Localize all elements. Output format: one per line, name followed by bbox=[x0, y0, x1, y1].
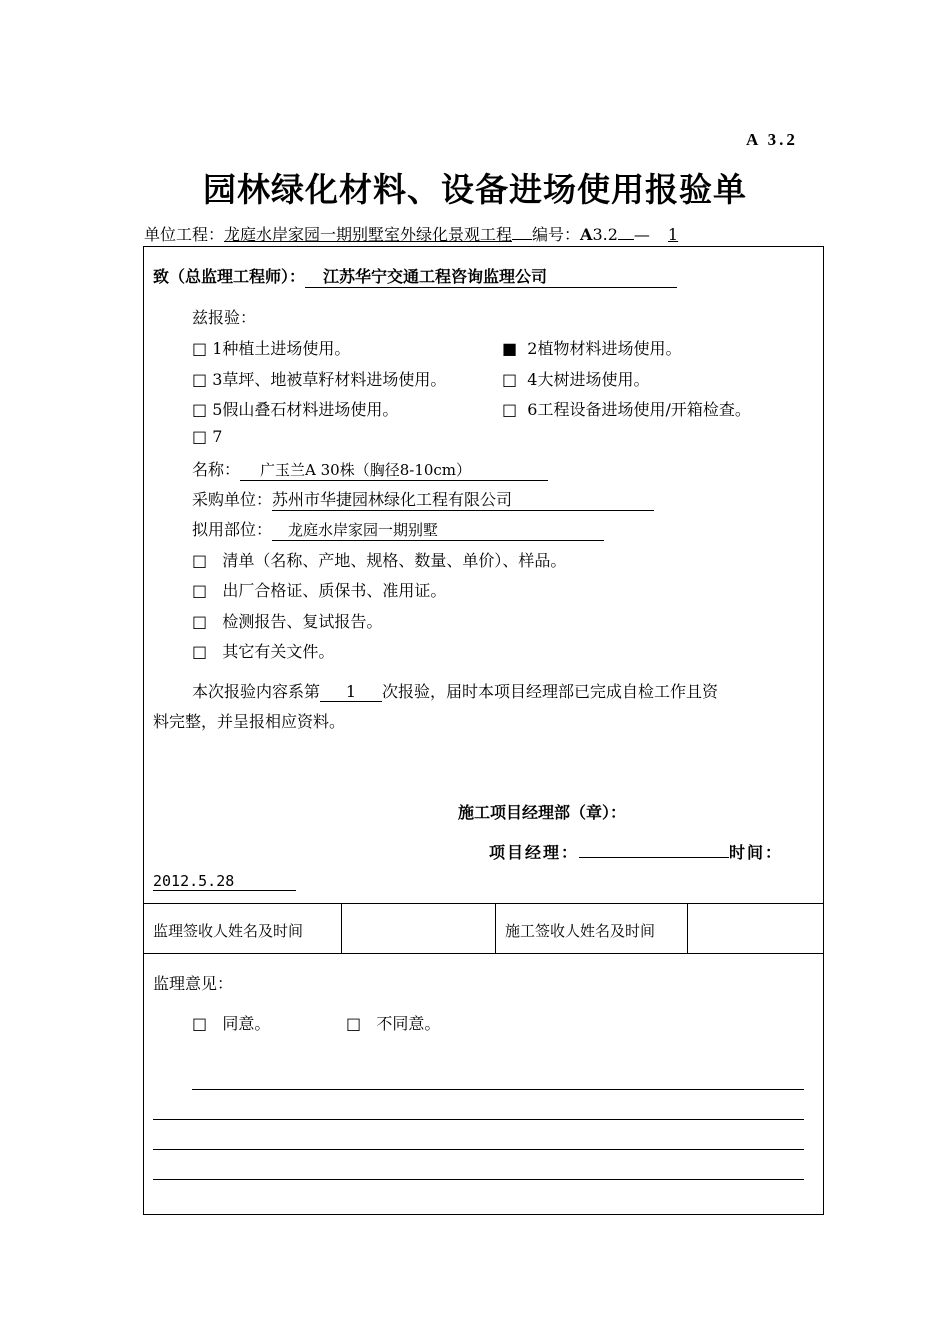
to-value: 江苏华宁交通工程咨询监理公司 bbox=[305, 264, 677, 288]
checkbox-icon: □ bbox=[346, 1014, 362, 1033]
checkbox-icon: □ bbox=[502, 400, 518, 419]
opinion-line bbox=[153, 1149, 804, 1150]
checkbox-icon: □ bbox=[502, 370, 518, 389]
unit-project-value: 龙庭水岸家园一期别墅室外绿化景观工程 bbox=[224, 225, 513, 244]
date-line bbox=[153, 871, 296, 891]
divider bbox=[687, 903, 688, 953]
opinion-line bbox=[153, 1119, 804, 1120]
location-value: 龙庭水岸家园一期别墅 bbox=[272, 519, 604, 541]
buyer-value: 苏州市华捷园林绿化工程有限公司 bbox=[272, 487, 654, 511]
checkbox-icon: □ bbox=[192, 551, 208, 570]
dept-seal-label: 施工项目经理部（章）： bbox=[458, 803, 627, 822]
to-line bbox=[153, 264, 677, 288]
number-suffix: 1 bbox=[667, 225, 679, 244]
option-4: □ 4大树进场使用。 bbox=[502, 370, 650, 389]
unit-label: 单位工程： bbox=[144, 225, 225, 244]
number-dash: — bbox=[633, 225, 650, 244]
agree-option: □ 同意。 bbox=[192, 1014, 271, 1033]
disagree-option: □ 不同意。 bbox=[346, 1014, 441, 1033]
name-field: 名称： 广玉兰A 30株（胸径8-10cm） bbox=[192, 457, 548, 481]
buyer-field: 采购单位：苏州市华捷园林绿化工程有限公司 bbox=[192, 487, 654, 511]
intro-text: 兹报验： bbox=[192, 308, 257, 327]
divider bbox=[341, 903, 342, 953]
form-box bbox=[143, 246, 824, 1215]
to-label: 致（总监理工程师）： bbox=[153, 267, 306, 286]
statement-line-1: 本次报验内容系第 1 次报验，届时本项目经理部已完成自检工作且资 bbox=[192, 682, 719, 701]
manager-blank bbox=[579, 841, 729, 858]
unit-project-line bbox=[144, 222, 680, 245]
divider bbox=[144, 903, 823, 904]
manager-line: 项目经理： 时间： bbox=[489, 843, 784, 862]
name-value: 广玉兰A 30株（胸径8-10cm） bbox=[240, 459, 548, 481]
checkbox-icon: □ bbox=[192, 427, 208, 446]
attachment-2: □ 出厂合格证、质保书、准用证。 bbox=[192, 581, 447, 600]
attachment-3: □ 检测报告、复试报告。 bbox=[192, 612, 383, 631]
checkbox-icon: □ bbox=[192, 612, 208, 631]
checkbox-icon: □ bbox=[192, 339, 208, 358]
contractor-receipt-label: 施工签收人姓名及时间 bbox=[505, 922, 656, 940]
number-main: 3.2 bbox=[592, 225, 618, 244]
checkbox-icon: □ bbox=[192, 581, 208, 600]
supervisor-receipt-label: 监理签收人姓名及时间 bbox=[153, 922, 304, 940]
opinion-line bbox=[192, 1089, 804, 1090]
page-title: 园林绿化材料、设备进场使用报验单 bbox=[203, 170, 747, 209]
option-7: □ 7 bbox=[192, 427, 223, 446]
attachment-1: □ 清单（名称、产地、规格、数量、单价）、样品。 bbox=[192, 551, 567, 570]
option-5: □ 5假山叠石材料进场使用。 bbox=[192, 400, 399, 419]
document-code: A 3.2 bbox=[746, 130, 798, 149]
opinion-label: 监理意见： bbox=[153, 974, 234, 993]
divider bbox=[144, 953, 823, 954]
sign-date: 2012.5.28 bbox=[153, 872, 296, 891]
number-prefix: A bbox=[580, 225, 593, 244]
checkbox-icon: □ bbox=[192, 400, 208, 419]
attachment-4: □ 其它有关文件。 bbox=[192, 642, 335, 661]
option-6: □ 6工程设备进场使用/开箱检查。 bbox=[502, 400, 751, 419]
location-field: 拟用部位： 龙庭水岸家园一期别墅 bbox=[192, 517, 604, 541]
report-count: 1 bbox=[320, 682, 382, 702]
statement-line-2: 料完整，并呈报相应资料。 bbox=[153, 712, 346, 731]
checkbox-checked-icon: ■ bbox=[502, 339, 518, 358]
number-label: 编号： bbox=[532, 225, 581, 244]
opinion-line bbox=[153, 1179, 804, 1180]
divider bbox=[495, 903, 496, 953]
option-3: □ 3草坪、地被草籽材料进场使用。 bbox=[192, 370, 447, 389]
option-2: ■ 2植物材料进场使用。 bbox=[502, 339, 682, 358]
checkbox-icon: □ bbox=[192, 1014, 208, 1033]
option-1: □ 1种植土进场使用。 bbox=[192, 339, 351, 358]
checkbox-icon: □ bbox=[192, 642, 208, 661]
checkbox-icon: □ bbox=[192, 370, 208, 389]
